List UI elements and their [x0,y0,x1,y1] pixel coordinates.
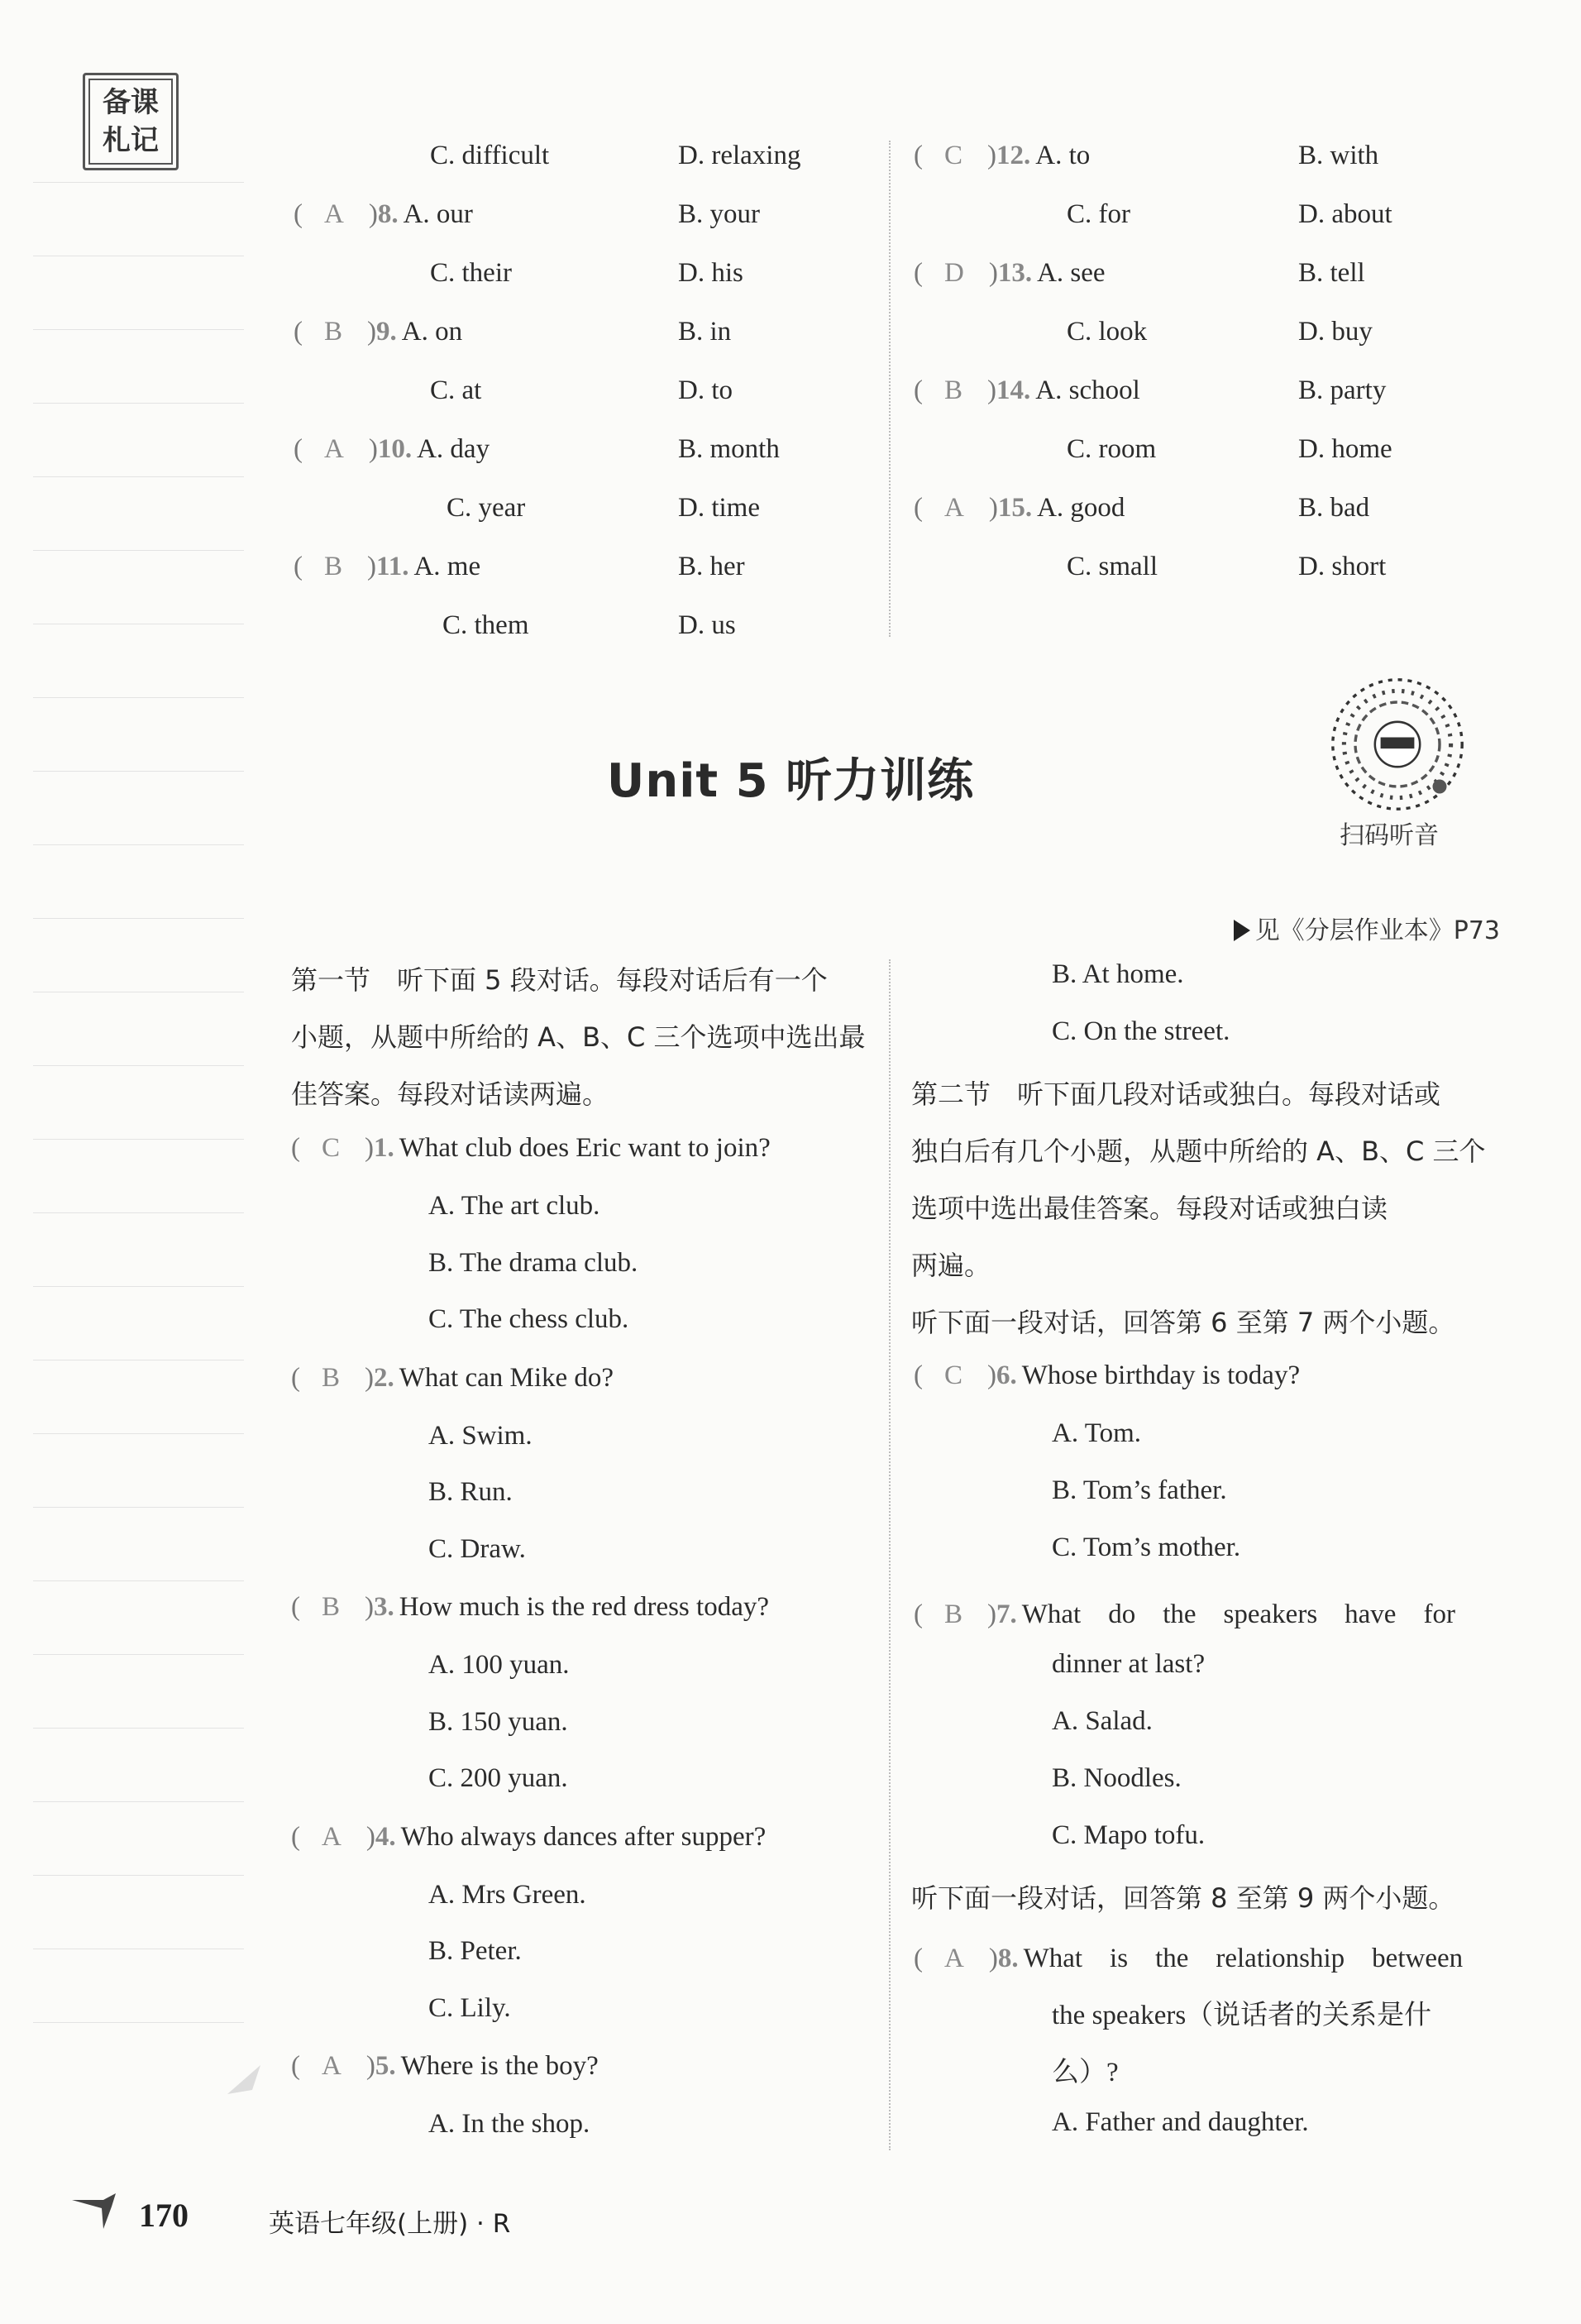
option-bd: B. your [678,199,760,229]
answer-letter: C [944,141,963,170]
question-text: A. on [401,317,463,347]
paren-open: ( [914,1944,923,1973]
question-number: 3. [374,1592,394,1622]
answer-letter: B [944,1600,963,1629]
choice-row [294,199,473,230]
instruction-text: 两遍。 [911,1250,991,1281]
answer-option: C. 200 yuan. [428,1763,568,1793]
reference-link[interactable] [1234,910,1500,946]
choice-row [914,375,1140,406]
paren-close: ) [365,1362,375,1393]
paren-open: ( [291,1821,300,1852]
choice-row [294,317,462,347]
corner-arrow-icon [70,2192,128,2233]
reference-text: 见《分层作业本》P73 [1254,916,1500,945]
question-row [291,1822,766,1853]
option-bd: B. party [1298,375,1387,405]
answer-option: C. Mapo tofu. [1052,1820,1206,1850]
paren-open: ( [294,317,303,347]
paren-close: ) [987,375,997,405]
question-row [291,1363,614,1394]
instruction-text: 第二节 听下面几段对话或独白。每段对话或 [911,1078,1441,1110]
question-text: How much is the red dress today? [399,1592,769,1622]
answer-letter: D [944,258,964,288]
answer-option: A. Salad. [1052,1706,1153,1736]
option-c: C. them [442,610,529,640]
answer-letter: A [324,434,344,464]
choice-row [294,552,480,582]
option-bd: D. short [1298,552,1387,581]
answer-letter: B [324,317,343,347]
answer-option: B. Noodles. [1052,1763,1182,1793]
question-text: A. school [1035,375,1140,405]
paren-close: ) [367,552,377,581]
option-bd: B. in [678,317,732,347]
answer-option: A. Mrs Green. [428,1879,586,1910]
question-text-cont: 么）? [1052,2058,1119,2087]
answer-option: B. Run. [428,1477,513,1507]
answer-option: A. In the shop. [428,2109,590,2139]
question-number: 2. [374,1362,394,1393]
answer-option: A. Father and daughter. [1052,2107,1309,2137]
answer-option: C. Draw. [428,1533,526,1564]
column-divider-top [889,141,891,637]
choice-row [294,434,490,465]
question-number: 14. [996,375,1031,405]
instruction-text: 选项中选出最佳答案。每段对话或独白读 [911,1193,1388,1224]
paren-close: ) [988,493,998,523]
question-number: 1. [374,1133,394,1163]
answer-letter: A [944,493,964,523]
paren-close: ) [365,1592,375,1622]
option-bd: D. buy [1298,317,1373,347]
question-row [914,1360,1300,1391]
choice-row [914,493,1125,524]
question-number: 10. [377,434,413,464]
answer-option: B. 150 yuan. [428,1706,568,1737]
question-number: 8. [997,1944,1019,1973]
answer-letter: C [322,1133,341,1163]
option-bd: D. relaxing [678,141,801,170]
question-text: A. day [417,434,490,464]
paren-close: ) [987,1360,997,1390]
question-number: 7. [996,1600,1017,1629]
question-text-cont: dinner at last? [1052,1649,1206,1679]
option-bd: B. her [678,552,745,581]
answer-letter: A [322,1821,342,1852]
paren-open: ( [914,141,923,170]
question-row [291,1592,769,1623]
paren-open: ( [914,375,923,405]
option-c: C. difficult [430,141,550,170]
question-text: Whose birthday is today? [1021,1360,1301,1390]
answer-letter: A [324,199,344,229]
question-text: What do the speakers have for [1021,1600,1455,1629]
question-text: What can Mike do? [399,1362,614,1393]
answer-option: B. Peter. [428,1936,522,1966]
paren-close: ) [988,258,998,288]
qr-label: 扫码听音 [1340,821,1439,850]
paren-close: ) [368,199,378,229]
answer-letter: A [944,1944,964,1973]
book-title: 英语七年级(上册) · R [269,2209,511,2239]
question-row [914,1592,1455,1631]
paren-open: ( [294,199,303,229]
paren-close: ) [368,434,378,464]
option-c: C. their [430,258,512,288]
answer-letter: C [944,1360,963,1390]
question-number: 11. [376,552,409,581]
question-number: 12. [996,141,1031,170]
paren-open: ( [291,1592,300,1622]
option-c: C. room [1067,434,1157,464]
paren-open: ( [291,2051,300,2081]
question-text: A. me [413,552,481,581]
page-number: 170 [139,2197,189,2234]
option-bd: D. us [678,610,736,640]
triangle-icon [1234,920,1250,941]
question-text: A. see [1037,258,1106,288]
paren-open: ( [291,1362,300,1393]
question-text: Where is the boy? [400,2051,599,2081]
question-number: 8. [377,199,399,229]
choice-row [914,141,1090,171]
option-bd: B. bad [1298,493,1370,523]
option-bd: D. time [678,493,760,523]
paren-close: ) [988,1944,998,1973]
question-number: 5. [375,2051,396,2081]
option-bd: B. month [678,434,780,464]
option-bd: D. about [1298,199,1392,229]
answer-option: B. At home. [1052,959,1184,989]
notes-stamp [83,73,179,170]
group-instruction: 听下面一段对话，回答第 8 至第 9 两个小题。 [911,1882,1455,1914]
question-row [291,1133,771,1164]
qr-code-icon[interactable] [1327,674,1468,815]
question-number: 15. [997,493,1033,523]
question-number: 9. [376,317,397,347]
question-text: A. good [1037,493,1125,523]
answer-letter: B [324,552,343,581]
question-text: A. to [1035,141,1091,170]
leaf-decoration-icon [223,2061,265,2098]
paren-close: ) [367,317,377,347]
instruction-text: 第一节 听下面 5 段对话。每段对话后有一个 [291,964,828,996]
paren-open: ( [914,493,923,523]
page-title: Unit 5 听力训练 [606,754,975,808]
question-text: What is the relationship between [1023,1944,1464,1973]
paren-open: ( [914,258,923,288]
option-bd: B. with [1298,141,1379,170]
answer-option: A. Tom. [1052,1418,1142,1448]
paren-open: ( [291,1133,300,1163]
answer-option: A. 100 yuan. [428,1650,570,1680]
question-text-cont: the speakers（说话者的关系是什 [1052,2001,1432,2030]
margin-note-lines [33,182,244,2126]
option-bd: D. home [1298,434,1392,464]
answer-option: A. The art club. [428,1191,600,1221]
option-c: C. look [1067,317,1148,347]
answer-option: B. Tom’s father. [1052,1475,1227,1505]
answer-option: C. Lily. [428,1992,511,2023]
answer-option: A. Swim. [428,1420,533,1451]
stamp-line-1: 备课 [103,86,159,119]
column-divider-bottom [889,959,891,2150]
option-bd: D. his [678,258,743,288]
question-number: 6. [996,1360,1017,1390]
paren-close: ) [365,1821,375,1852]
paren-close: ) [365,1133,375,1163]
answer-letter: B [322,1362,341,1393]
question-row [914,1936,1463,1975]
option-bd: D. to [678,375,733,405]
option-c: C. small [1067,552,1158,581]
option-c: C. at [430,375,482,405]
question-text: Who always dances after supper? [400,1821,767,1852]
answer-letter: B [944,375,963,405]
paren-open: ( [914,1360,923,1390]
question-number: 13. [997,258,1033,288]
paren-open: ( [914,1600,923,1629]
choice-row [914,258,1106,289]
instruction-text: 小题，从题中所给的 A、B、C 三个选项中选出最 [291,1021,866,1053]
option-c: C. year [447,493,526,523]
paren-close: ) [987,1600,997,1629]
question-text: A. our [403,199,473,229]
answer-letter: A [322,2051,342,2081]
question-row [291,2051,599,2082]
option-bd: B. tell [1298,258,1365,288]
option-c: C. for [1067,199,1130,229]
paren-open: ( [294,552,303,581]
paren-open: ( [294,434,303,464]
stamp-line-2: 札记 [103,124,159,157]
answer-option: C. On the street. [1052,1016,1230,1046]
answer-option: C. Tom’s mother. [1052,1533,1241,1562]
answer-option: B. The drama club. [428,1247,638,1278]
answer-option: C. The chess club. [428,1304,629,1334]
instruction-text: 独白后有几个小题，从题中所给的 A、B、C 三个 [911,1136,1486,1167]
paren-close: ) [365,2051,375,2081]
answer-letter: B [322,1592,341,1622]
group-instruction: 听下面一段对话，回答第 6 至第 7 两个小题。 [911,1307,1455,1338]
paren-close: ) [987,141,997,170]
question-number: 4. [375,1821,396,1852]
question-text: What club does Eric want to join? [399,1133,771,1163]
instruction-text: 佳答案。每段对话读两遍。 [291,1078,609,1110]
